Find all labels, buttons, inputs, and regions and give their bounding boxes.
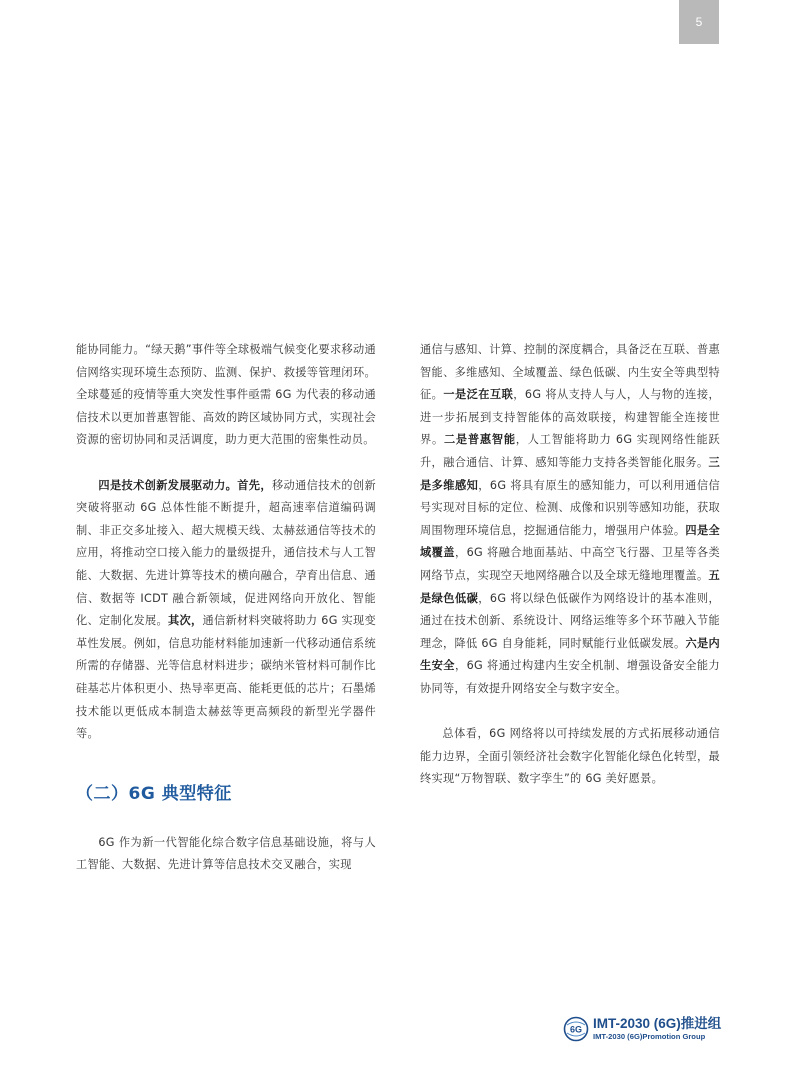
keyword: 三是多维感知 [420,455,720,492]
paragraph-text: ，6G 将融合地面基站、中高空飞行器、卫星等各类网络节点，实现空天地网络融合以及全球无缝地理覆盖。 [420,546,720,582]
keyword: 二是普惠智能 [443,433,516,447]
keyword: 五是绿色低碳 [420,568,720,605]
paragraph-text: ，6G 将通过构建内生安全机制、增强设备安全能力协同等，有效提升网络安全与数字安全。 [420,659,720,695]
keyword: 四是全域覆盖 [420,523,720,560]
paragraph [76,475,376,746]
paragraph [420,339,720,701]
bold-lead: 四是技术创新发展驱动力。首先， [98,478,272,492]
paragraph-text: 通信新材料突破将助力 6G 实现变革性发展。例如，信息功能材料能加速新一代移动通信系统所需的存储器、光等信息材料进步；碳纳米管材料可制作比硅基芯片体积更小、热导率更高、能耗更低的芯片；石墨烯技术能以更低成本制造太赫兹等更高频段的新型光学器件等。 [76,614,377,741]
logo-title: IMT-2030 (6G)推进组 [593,1016,722,1032]
logo-mark-text: 6G [569,1024,583,1035]
paragraph-text: ，6G 将具有原生的感知能力，可以利用通信信号实现对目标的定位、检测、成像和识别等感知功能，获取周围物理环境信息，挖掘通信能力，增强用户体验。 [420,478,720,537]
paragraph: 总体看，6G 网络将以可持续发展的方式拓展移动通信能力边界，全面引领经济社会数字化智能化绿色化转型，最终实现“万物智联、数字孪生”的 6G 美好愿景。 [420,727,720,786]
paragraph: 能协同能力。“绿天鹅”事件等全球极端气候变化要求移动通信网络实现环境生态预防、监测、保护、救援等管理闭环。全球蔓延的疫情等重大突发性事件亟需 6G 为代表的移动通信技术以更加普惠智能、高效的跨区域协同方式，实现社会资源的密切协同和灵活调度，助力更大范围的密集性动员。 [76,343,376,447]
logo-subtitle: IMT-2030 (6G)Promotion Group [593,1031,706,1041]
imt2030-logo-icon [563,1016,589,1042]
keyword: 一是泛在互联 [443,388,514,402]
paragraph: 6G 作为新一代智能化综合数字信息基础设施，将与人工智能、大数据、先进计算等信息技术交叉融合，实现 [76,835,376,872]
keyword: 六是内生安全 [420,636,720,673]
bold-lead: 其次， [167,614,203,628]
page-number: 5 [679,0,719,44]
paragraph-text: ，6G 将以绿色低碳作为网络设计的基本准则，通过在技术创新、系统设计、网络运维等多个环节融入节能理念，降低 6G 自身能耗，同时赋能行业低碳发展。 [420,591,720,650]
paragraph-text: ，6G 将从支持人与人，人与物的连接，进一步拓展到支持智能体的高效联接，构建智能全连接世界。 [420,388,720,447]
paragraph-text: 通信与感知、计算、控制的深度耦合，具备泛在互联、普惠智能、多维感知、全域覆盖、绿色低碳、内生安全等典型特征。 [420,343,720,402]
right-column [420,339,720,791]
section-heading: （二）6G 典型特征 [76,783,232,804]
paragraph-text: ，人工智能将助力 6G 实现网络性能跃升，融合通信、计算、感知等能力支持各类智能化服务。 [420,433,720,469]
left-column [76,339,376,877]
paragraph-text: 移动通信技术的创新突破将驱动 6G 总体性能不断提升，超高速率信道编码调制、非正交多址接入、超大规模天线、太赫兹通信等技术的应用，将推动空口接入能力的量级提升，通信技术与人工智能、大数据、先进计算等技术的横向融合，孕育出信息、通信、数据等 ICDT 融合新领域，促进网络向开放化、智能化、定制化发展。 [76,478,376,628]
footer-logo [563,1014,723,1044]
